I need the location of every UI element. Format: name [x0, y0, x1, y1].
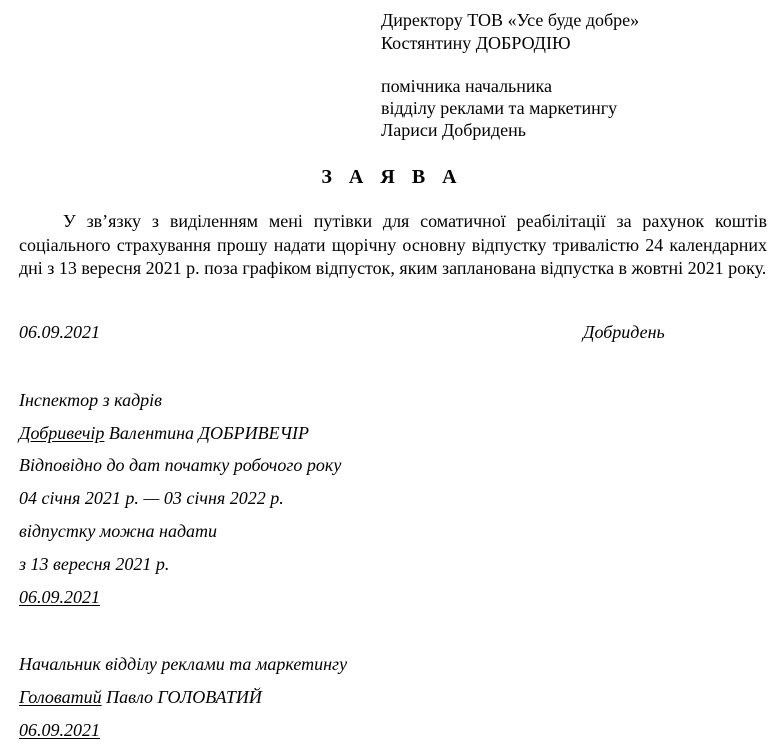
head-signature-line [19, 686, 262, 708]
hr-date: 06.09.2021 [19, 587, 100, 607]
head-signature: Головатий [19, 687, 102, 707]
addressee-line-2: Костянтину ДОБРОДІЮ [381, 33, 571, 53]
sender-line-2: відділу реклами та маркетингу [381, 98, 618, 118]
application-body: У зв’язку з виділенням мені путівки для соматичної реабілітації за рахунок коштів соціального страхування прошу надати щорічну основну відпустку тривалістю 24 календарних дні з 13 вересня 2021 р. поза графіком відпусток, яким запланована відпустка в жовтні 2021 року. [19, 211, 767, 278]
hr-note-1: Відповідно до дат початку робочого року [19, 455, 342, 475]
hr-position: Інспектор з кадрів [19, 390, 162, 410]
head-date: 06.09.2021 [19, 720, 100, 740]
hr-name: Валентина ДОБРИВЕЧІР [108, 423, 310, 443]
sender-line-3: Лариси Добридень [381, 120, 527, 140]
hr-note-2: 04 січня 2021 р. — 03 січня 2022 р. [19, 488, 284, 508]
applicant-signature: Добридень [583, 322, 665, 342]
head-name: Павло ГОЛОВАТИЙ [106, 687, 262, 707]
hr-signature-line [19, 422, 309, 444]
document-title: З А Я В А [321, 166, 463, 188]
addressee-line-1: Директору ТОВ «Усе буде добре» [381, 10, 640, 30]
hr-signature: Добривечір [19, 423, 105, 443]
applicant-date: 06.09.2021 [19, 322, 100, 342]
sender-line-1: помічника начальника [381, 76, 552, 96]
head-position: Начальник відділу реклами та маркетингу [19, 654, 348, 674]
hr-note-3: відпустку можна надати [19, 521, 218, 541]
hr-note-4: з 13 вересня 2021 р. [19, 554, 170, 574]
